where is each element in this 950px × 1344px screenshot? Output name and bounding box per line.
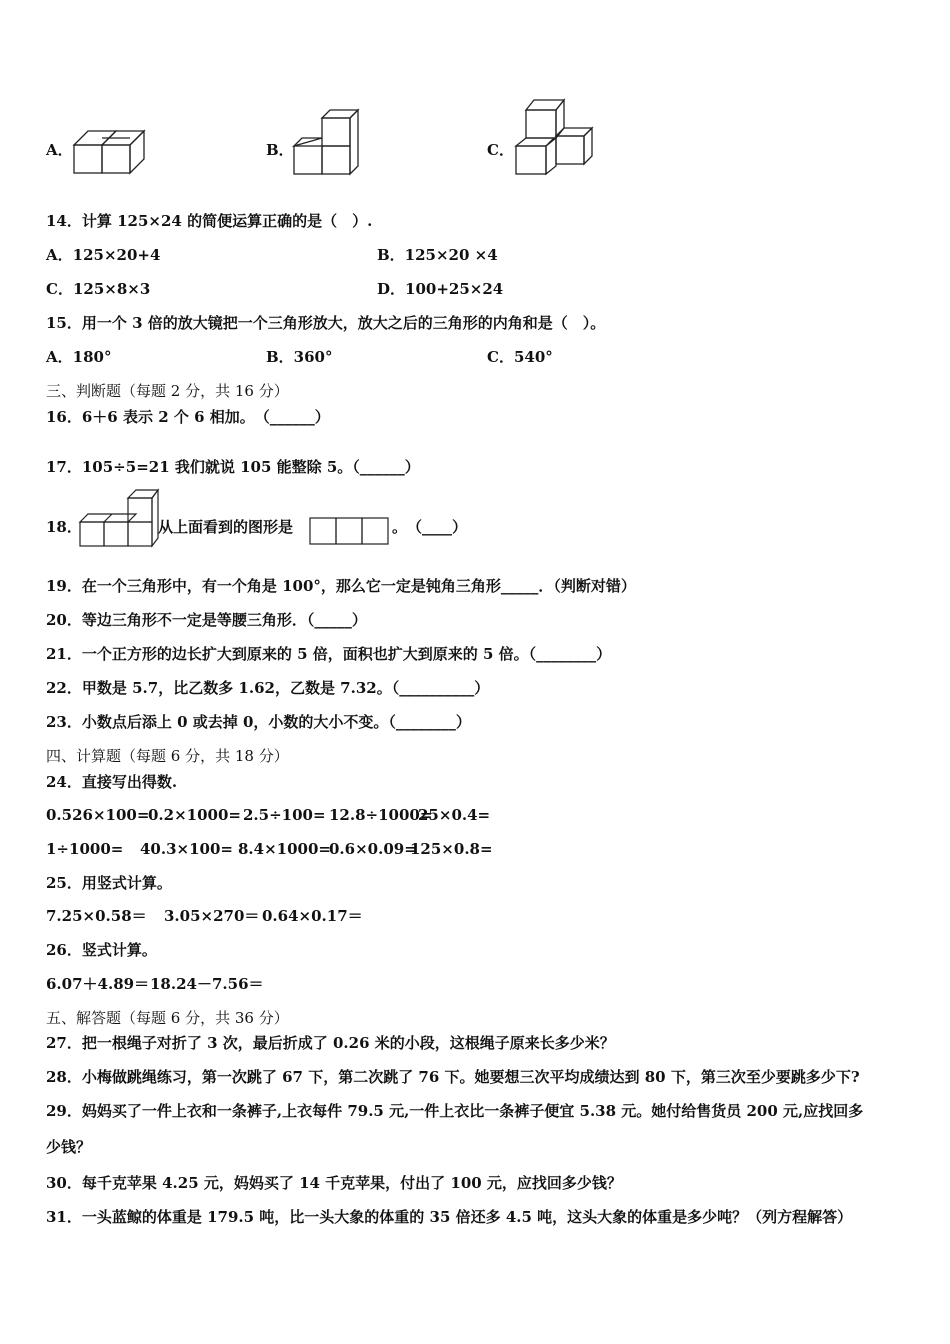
q24-r1-item: 0.2×1000=	[148, 806, 241, 824]
q18-text: 从上面看到的图形是	[158, 518, 294, 536]
question-22: 22．甲数是 5.7，比乙数多 1.62，乙数是 7.32。（__________）	[46, 679, 490, 697]
question-15: 15．用一个 3 倍的放大镜把一个三角形放大，放大之后的三角形的内角和是（ ）。	[46, 314, 606, 332]
section-5-heading: 五、解答题（每题 6 分，共 36 分）	[46, 1009, 289, 1027]
q18-answer-blank: 。 （____）	[392, 518, 468, 536]
option-b-label: B．	[266, 141, 294, 159]
q24-r1-item: 25×0.4=	[418, 806, 491, 824]
question-16: 16．6＋6 表示 2 个 6 相加。 （______）	[46, 408, 330, 426]
section-4-heading: 四、计算题（每题 6 分，共 18 分）	[46, 747, 289, 765]
q25-item: 7.25×0.58＝	[46, 907, 147, 925]
q15-option-a: A．180°	[46, 348, 112, 366]
cube-figure-c	[514, 96, 598, 178]
q14-option-c: C．125×8×3	[46, 280, 151, 298]
question-21: 21．一个正方形的边长扩大到原来的 5 倍，面积也扩大到原来的 5 倍。（________）	[46, 645, 612, 663]
q24-r2-item: 125×0.8=	[410, 840, 493, 858]
q24-r2-item: 1÷1000=	[46, 840, 124, 858]
section-3-heading: 三、判断题（每题 2 分，共 16 分）	[46, 382, 289, 400]
question-19: 19．在一个三角形中，有一个角是 100°，那么它一定是钝角三角形_____．（判断对错）	[46, 577, 636, 595]
q18-top-view-figure	[308, 516, 390, 546]
question-31: 31．一头蓝鲸的体重是 179.5 吨，比一头大象的体重的 35 倍还多 4.5 吨，这头大象的体重是多少吨？（列方程解答）	[46, 1208, 853, 1226]
cube-figure-a	[72, 125, 154, 177]
question-30: 30．每千克苹果 4.25 元，妈妈买了 14 千克苹果，付出了 100 元，应找回多少钱？	[46, 1174, 622, 1192]
q18-number: 18．	[46, 518, 82, 536]
question-27: 27．把一根绳子对折了 3 次，最后折成了 0.26 米的小段，这根绳子原来长多少米？	[46, 1034, 615, 1052]
q24-r2-item: 40.3×100=	[140, 840, 233, 858]
question-17: 17．105÷5=21 我们就说 105 能整除 5。（______）	[46, 458, 420, 476]
q14-option-a: A．125×20+4	[46, 246, 161, 264]
q24-r1-item: 2.5÷100=	[243, 806, 326, 824]
q18-solid-figure	[78, 488, 160, 550]
question-29: 29．妈妈买了一件上衣和一条裤子,上衣每件 79.5 元,一件上衣比一条裤子便宜 5.38 元。她付给售货员 200 元,应找回多	[46, 1102, 864, 1120]
option-c-label: C．	[487, 141, 514, 159]
question-23: 23．小数点后添上 0 或去掉 0，小数的大小不变。（________）	[46, 713, 471, 731]
q15-option-c: C．540°	[487, 348, 553, 366]
q24-r2-item: 8.4×1000=	[238, 840, 331, 858]
cube-figure-b	[292, 106, 364, 178]
q25-item: 3.05×270＝	[164, 907, 260, 925]
q25-item: 0.64×0.17＝	[262, 907, 363, 925]
q24-r2-item: 0.6×0.09=	[329, 840, 417, 858]
q24-r1-item: 12.8÷1000=	[329, 806, 433, 824]
question-14: 14．计算 125×24 的简便运算正确的是（ ）.	[46, 212, 373, 230]
question-28: 28．小梅做跳绳练习，第一次跳了 67 下，第二次跳了 76 下。她要想三次平均成绩达到 80 下，第三次至少要跳多少下?	[46, 1068, 860, 1086]
option-a-label: A．	[46, 141, 73, 159]
q15-option-b: B．360°	[266, 348, 333, 366]
q26-item: 18.24－7.56＝	[150, 975, 264, 993]
question-26: 26．竖式计算。	[46, 941, 157, 959]
q14-option-b: B．125×20 ×4	[377, 246, 498, 264]
q26-item: 6.07＋4.89＝	[46, 975, 150, 993]
question-25: 25．用竖式计算。	[46, 874, 172, 892]
q24-r1-item: 0.526×100=	[46, 806, 150, 824]
question-18	[46, 517, 82, 537]
question-29-continued: 少钱？	[46, 1138, 92, 1156]
question-20: 20．等边三角形不一定是等腰三角形．（_____）	[46, 611, 367, 629]
q14-option-d: D．100+25×24	[377, 280, 504, 298]
question-24: 24．直接写出得数.	[46, 773, 178, 791]
